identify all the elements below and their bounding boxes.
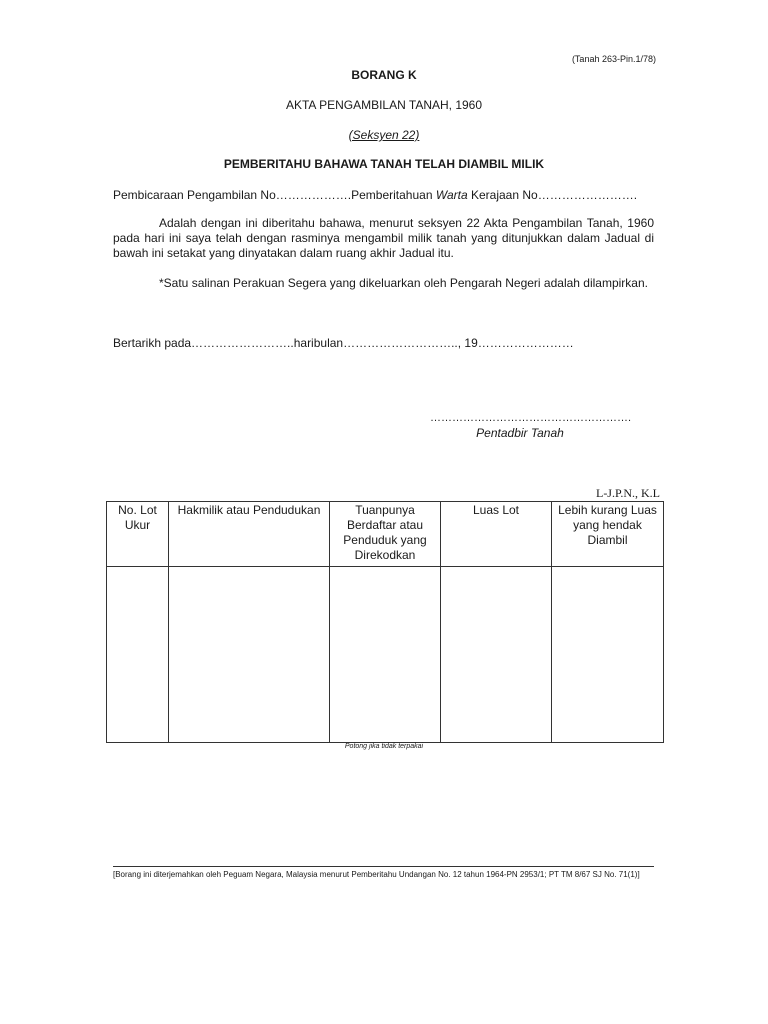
- gazette-label-end: Kerajaan No: [467, 188, 538, 202]
- footnote-divider: [113, 866, 654, 867]
- case-number-blank: ……………….: [275, 188, 352, 202]
- signature-line: ……………………………………………….: [430, 412, 632, 424]
- notice-paragraph: Adalah dengan ini diberitahu bahawa, menurut seksyen 22 Akta Pengambilan Tanah, 1960 pada hari ini saya telah dengan rasminya mengambil milik tanah yang ditunjukkan dalam Jadual di bawah ini setakat yang dinyatakan dalam ruang akhir Jadual itu.: [113, 216, 654, 260]
- signature-title: Pentadbir Tanah: [476, 426, 564, 440]
- lot-area-cell: [441, 567, 552, 743]
- notice-heading: PEMBERITAHU BAHAWA TANAH TELAH DIAMBIL MILIK: [223, 157, 545, 171]
- office-code: L-J.P.N., K.L: [595, 486, 660, 500]
- gazette-number-blank: …………………….: [537, 188, 638, 202]
- act-title: AKTA PENGAMBILAN TANAH, 1960: [285, 98, 483, 112]
- section-reference: (Seksyen 22): [348, 128, 420, 142]
- area-to-acquire-cell: [552, 567, 664, 743]
- title-cell: [169, 567, 330, 743]
- column-lot-number: No. Lot Ukur: [107, 502, 169, 567]
- certificate-paragraph: *Satu salinan Perakuan Segera yang dikeluarkan oleh Pengarah Negeri adalah dilampirkan.: [159, 276, 648, 290]
- column-owner: Tuanpunya Berdaftar atau Penduduk yang Direkodkan: [330, 502, 441, 567]
- table-row: [107, 567, 664, 743]
- date-line: Bertarikh pada……………………..haribulan……………………….., 19……………………: [113, 336, 574, 350]
- lot-number-cell: [107, 567, 169, 743]
- gazette-label-italic: Warta: [435, 188, 468, 202]
- case-label: Pembicaraan Pengambilan No: [113, 188, 276, 202]
- column-title: Hakmilik atau Pendudukan: [169, 502, 330, 567]
- schedule-table: [106, 501, 664, 743]
- column-area-to-acquire: Lebih kurang Luas yang hendak Diambil: [552, 502, 664, 567]
- cut-note: Potong jika tidak terpakai: [344, 743, 424, 750]
- gazette-label: Pemberitahuan: [351, 188, 436, 202]
- form-title: BORANG K: [351, 68, 417, 82]
- column-lot-area: Luas Lot: [441, 502, 552, 567]
- schedule-header-row: [107, 502, 664, 567]
- owner-cell: [330, 567, 441, 743]
- footnote: [Borang ini diterjemahkan oleh Peguam Negara, Malaysia menurut Pemberitahu Undangan No. 12 tahun 1964-PN 2953/1; PT TM 8/67 SJ No. 71(1)]: [113, 870, 640, 879]
- reference-line: [113, 188, 654, 203]
- form-reference: (Tanah 263-Pin.1/78): [571, 54, 656, 64]
